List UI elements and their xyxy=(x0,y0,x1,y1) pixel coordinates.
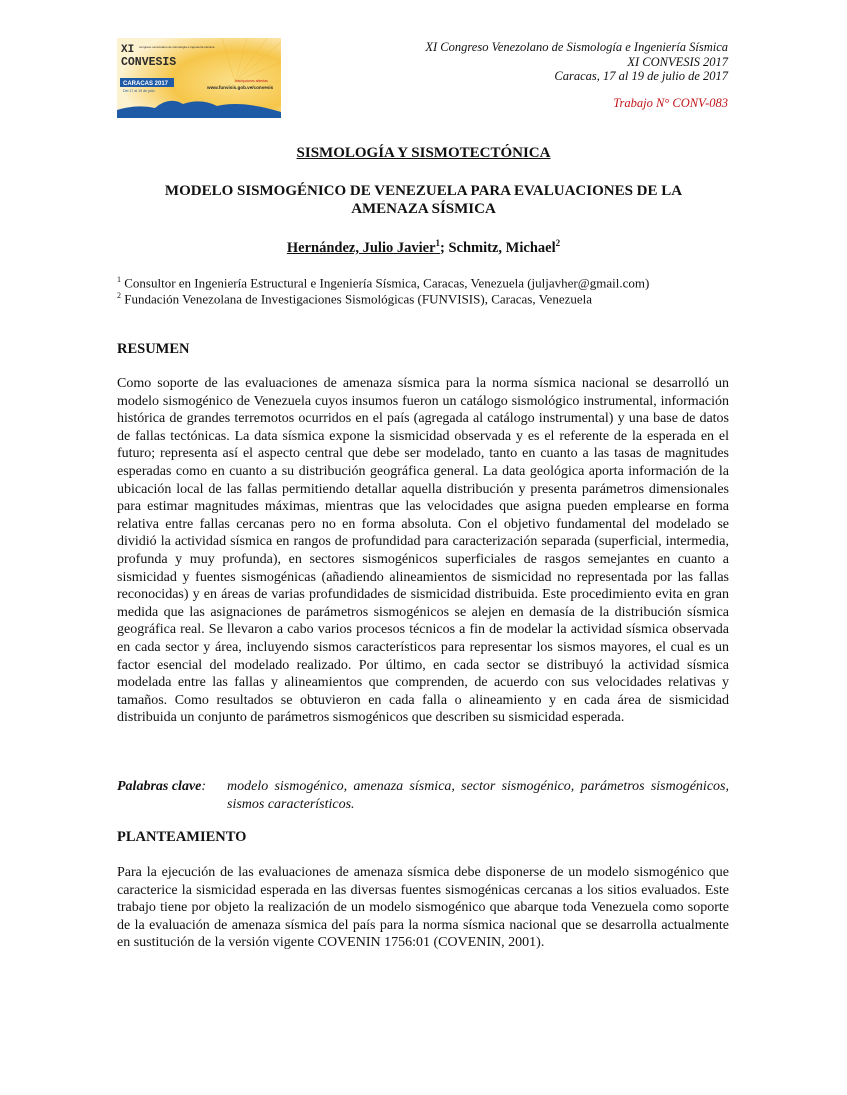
logo-url: www.funvisis.gob.ve/convesis xyxy=(207,85,274,90)
affiliation-2: $^2$ Fundación Venezolana de Investigaciones Sismológicas (FUNVISIS), Caracas, Venezuela xyxy=(117,291,593,307)
logo-inscriptions: Inscripciones abiertas xyxy=(235,79,268,83)
section-title: SISMOLOGÍA Y SISMOTECTÓNICA xyxy=(296,145,551,161)
header-line-1: XI Congreso Venezolano de Sismología e Ingeniería Sísmica xyxy=(425,40,728,54)
author-separator: ; xyxy=(440,239,449,256)
conference-header xyxy=(348,40,728,84)
paper-number: Trabajo N° CONV-083 xyxy=(613,96,728,110)
header-line-2: XI CONVESIS 2017 xyxy=(627,54,728,69)
logo-badge: CARACAS 2017 xyxy=(123,81,169,87)
logo-name: CONVESIS xyxy=(121,56,177,69)
authors xyxy=(0,238,847,257)
paper-title-line-1: MODELO SISMOGÉNICO DE VENEZUELA PARA EVALUACIONES DE LA xyxy=(164,183,683,199)
keywords-label: Palabras clave: xyxy=(117,779,207,794)
logo-badge-sub: Del 17 al 19 de julio xyxy=(123,89,155,93)
paper-title-line-2: AMENAZA SÍSMICA xyxy=(351,200,496,217)
logo-roman: XI xyxy=(121,44,135,56)
paper-title xyxy=(117,183,730,218)
author-2-sup: 2 xyxy=(555,238,561,248)
planteamiento-heading: PLANTEAMIENTO xyxy=(117,829,247,845)
author-1: Hernández, Julio Javier$^1$ xyxy=(286,238,441,256)
convesis-logo xyxy=(117,38,281,118)
author-2: Schmitz, Michael xyxy=(448,239,556,256)
keywords-text: modelo sismogénico, amenaza sísmica, sector sismogénico, parámetros sismogénicos, sismos característicos. xyxy=(227,779,729,812)
affiliation-1: $^1$ Consultor en Ingeniería Estructural e Ingeniería Sísmica, Caracas, Venezuela (juljavher@gmail.com) xyxy=(117,275,650,291)
logo-small-text: congreso venezolano de sismología e ingeniería sísmica xyxy=(139,45,215,49)
author-1-sup: 1 xyxy=(435,238,441,248)
resumen-heading: RESUMEN xyxy=(117,341,190,357)
planteamiento-text: Para la ejecución de las evaluaciones de amenaza sísmica debe disponerse de un modelo sismogénico que caracterice la sismicidad esperada en las diversas fuentes sismogénicas cercanas a los sitios evaluados. Este trabajo tiene por objeto la realización de un modelo sismogénico que abarque toda Venezuela como soporte de la evaluación de amenaza sísmica del país para la norma sísmica nacional que se desarrolla actualmente en sustitución de la versión vigente COVENIN 1756:01 (COVENIN, 2001). xyxy=(117,865,729,951)
resumen-text: Como soporte de las evaluaciones de amenaza sísmica para la norma sísmica nacional se desarrolló un modelo sismogénico de Venezuela cuyos insumos fueron un catálogo sismológico instrumental, información histórica de grandes terremotos ocurridos en el país (agregada al catálogo instrumental) y una base de datos de fallas tectónicas. La data sísmica expone la sismicidad observada y es el referente de la esperada en el futuro; representa así el aspecto central que debe ser modelado, tanto en cuanto a las tasas de magnitudes esperadas como en cuanto a su distribución geográfica general. La data geológica aporta información de la ubicación local de las fallas permitiendo detallar aquella distribución y presenta parámetros dimensionales para estimar magnitudes máximas, mientras que las velocidades que asigna pueden emplearse en forma relativa entre fallas cercanas pero no en forma absoluta. Con el objetivo fundamental del modelado se dividió la actividad sísmica en rangos de profundidad para caracterización separada (superficial, intermedia, profunda y muy profunda), en sectores sismogénicos superficiales de rasgos semejantes en cuanto a sismicidad y fuentes sismogénicas (añadiendo alineamientos de sismicidad no representada por las fallas reconocidas) y en áreas de varias profundidades de sismicidad distribuida. Este procedimiento evita en gran medida que las asignaciones de parámetros sismogénicos se alejen en demasía de la distribución sísmica geográfica real. Se llevaron a cabo varios procesos técnicos a fin de modelar la actividad sísmica observada en cada sector y área, incluyendo sismos característicos para representar los sismos mayores, el cual es un factor esencial del modelado realizado. Por último, en cada sector se distribuyó la actividad sísmica modelada entre las fallas y alineamientos que comprenden, de acuerdo con sus velocidades relativas y tamaños. Como resultados se obtuvieron en cada falla o alineamiento y en cada área de sismicidad distribuida un conjunto de parámetros sismogénicos que describen su sismicidad esperada. xyxy=(117,376,729,726)
header-line-3: Caracas, 17 al 19 de julio de 2017 xyxy=(554,69,728,83)
